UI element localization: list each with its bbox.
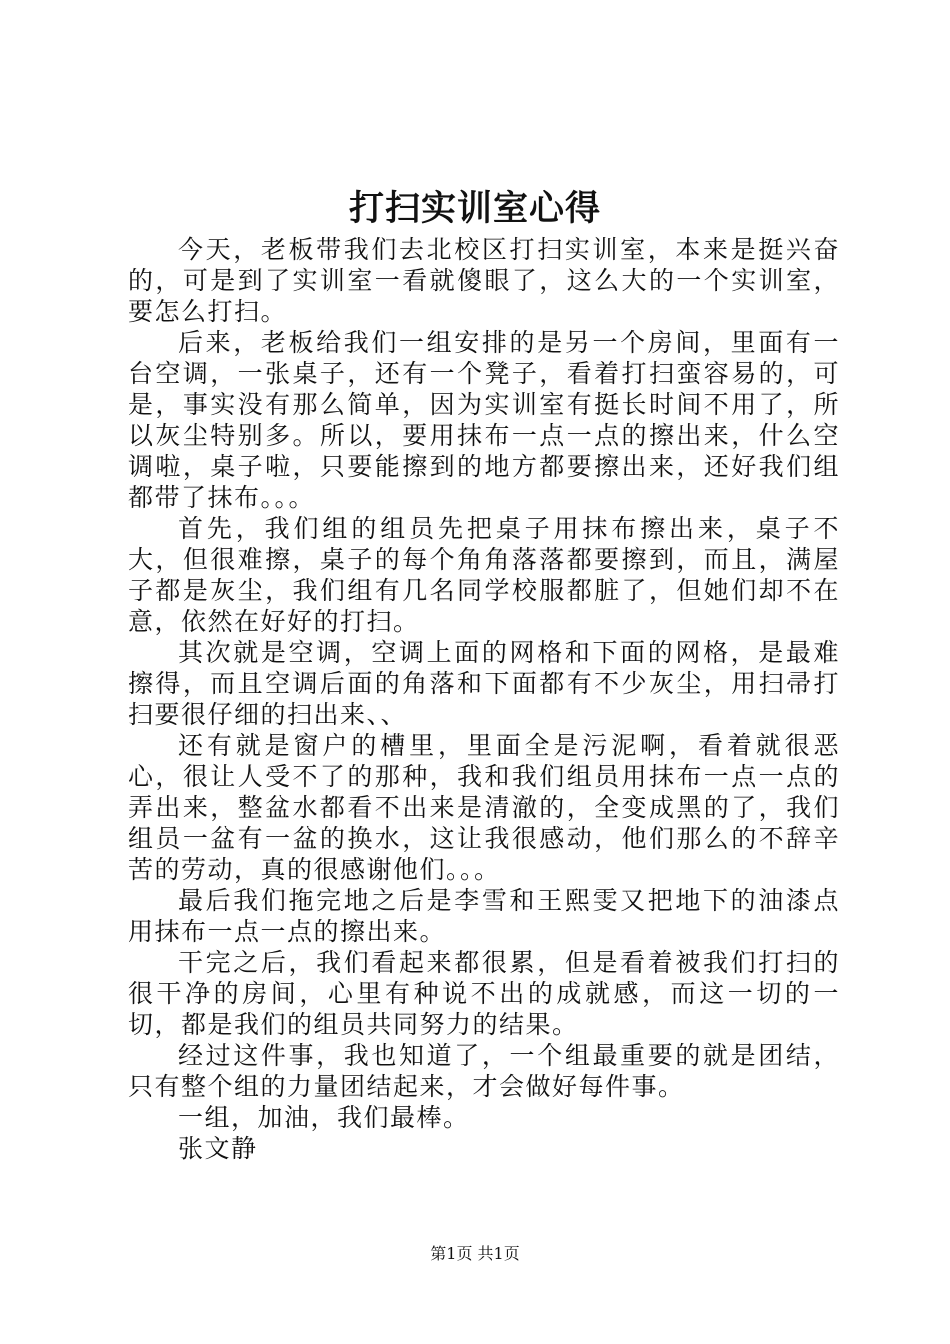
author-signature: 张文静 [178, 1134, 258, 1163]
closing-line: 一组，加油，我们最棒。 [178, 1103, 470, 1132]
document-body [128, 234, 840, 1164]
paragraph-7: 干完之后，我们看起来都很累，但是看着被我们打扫的很干净的房间，心里有种说不出的成就感，而这一切的一切，都是我们的组员共同努力的结果。 [128, 948, 840, 1039]
document-title: 打扫实训室心得 [348, 188, 601, 229]
paragraph-2: 后来，老板给我们一组安排的是另一个房间，里面有一台空调，一张桌子，还有一个凳子，看着打扫蛮容易的，可是，事实没有那么简单，因为实训室有挺长时间不用了，所以灰尘特别多。所以，要用抹布一点一点的擦出来，什么空调啦，桌子啦，只要能擦到的地方都要擦出来，还好我们组都带了抹布。。。 [128, 328, 840, 512]
paragraph-8: 经过这件事，我也知道了，一个组最重要的就是团结，只有整个组的力量团结起来，才会做好每件事。 [128, 1041, 840, 1101]
paragraph-1: 今天，老板带我们去北校区打扫实训室，本来是挺兴奋的，可是到了实训室一看就傻眼了，这么大的一个实训室，要怎么打扫。 [128, 235, 840, 326]
page-number-footer: 第1页 共1页 [430, 1244, 520, 1263]
paragraph-3: 首先，我们组的组员先把桌子用抹布擦出来，桌子不大，但很难擦，桌子的每个角角落落都要擦到，而且，满屋子都是灰尘，我们组有几名同学校服都脏了，但她们却不在意，依然在好好的打扫。 [128, 514, 840, 636]
paragraph-4: 其次就是空调，空调上面的网格和下面的网格，是最难擦得，而且空调后面的角落和下面都有不少灰尘，用扫帚打扫要很仔细的扫出来、、 [128, 638, 840, 729]
paragraph-5: 还有就是窗户的槽里，里面全是污泥啊，看着就很恶心，很让人受不了的那种，我和我们组员用抹布一点一点的弄出来，整盆水都看不出来是清澈的，全变成黑的了，我们组员一盆有一盆的换水，这让我很感动，他们那么的不辞辛苦的劳动，真的很感谢他们。。。 [128, 731, 840, 884]
paragraph-6: 最后我们拖完地之后是李雪和王熙雯又把地下的油漆点用抹布一点一点的擦出来。 [128, 886, 840, 946]
